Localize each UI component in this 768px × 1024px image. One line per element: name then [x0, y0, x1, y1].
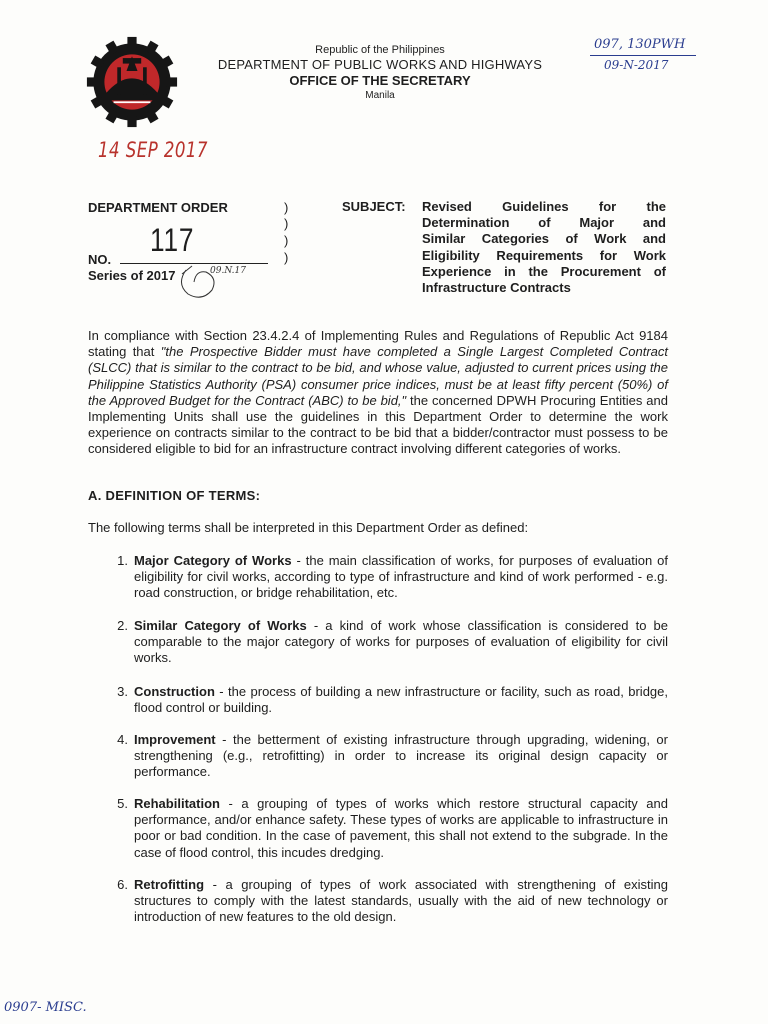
series-label: Series of 2017 [88, 268, 176, 283]
order-title: DEPARTMENT ORDER [88, 200, 228, 215]
item-definition: - the betterment of existing infrastructure through upgrading, widening, or strengthening (e.g., retrofitting) in order to increase its original design capacity or performance. [134, 732, 668, 780]
item-definition: - the main classification of works, for purposes of evaluation of eligibility for civil works, according to type of infrastructure and kind of work performed - e.g. road construction, or bridge rehabilitation, etc. [134, 553, 668, 601]
subject-label: SUBJECT: [342, 199, 406, 214]
definition-item [108, 796, 668, 861]
intro-quote: "the Prospective Bidder must have completed a Single Largest Completed Contract (SLCC) that is similar to the contract to be bid, and whose value, adjusted to current prices using the Philippine Statistics Authority (PSA) consumer price indices, must be at least fifty percent (50%) of the Approved Budget for the Contract (ABC) to be bid," [88, 344, 668, 408]
series-handwritten-note: 09.N.17 [210, 266, 246, 276]
header-republic: Republic of the Philippines [315, 44, 445, 56]
intro-text: In compliance with Section 23.4.2.4 of Implementing Rules and Regulations of Republic Act 9184 stating that [88, 328, 668, 360]
definition-item [108, 877, 668, 926]
item-term: Similar Category of Works [134, 618, 307, 633]
item-term: Rehabilitation [134, 796, 220, 811]
item-definition: - a grouping of types of works which restore structural capacity and performance, and/or enhance safety. These types of works are applicable to infrastructure in poor or bad condition. In the case of pavement, this shall not extend to the subgrade. In the case of flood control, this incudes dredging. [134, 796, 668, 860]
subject-line: Infrastructure Contracts [422, 280, 571, 296]
intro-paragraph [88, 328, 668, 458]
subject-line: Determination of Major and [422, 215, 666, 231]
subject-line: Experience in the Procurement of [422, 263, 666, 279]
section-intro: The following terms shall be interpreted in this Department Order as defined: [88, 520, 529, 535]
paren: ) [284, 216, 289, 231]
header-city: Manila [365, 90, 395, 101]
subject-line: Revised Guidelines for the [422, 199, 666, 214]
paren: ) [284, 233, 289, 248]
paren: ) [284, 200, 289, 215]
intro-text: the concerned DPWH Procuring Entities and Implementing Units shall use the guidelines in this Department Order to determine the work experience on contracts similar to the contract to be bid that a bidder/contractor must possess to be considered eligible to bid for an infrastructure contract involving different categories of works. [88, 392, 668, 457]
item-definition: - a grouping of types of work associated with strengthening of existing structures to comply with the latest standards, usually with the aid of new technology or introduction of new features to the old design. [134, 877, 668, 925]
item-definition: - a kind of work whose classification is considered to be comparable to the major category of works for purposes of evaluation of eligibility for civil works. [134, 618, 668, 666]
paren: ) [284, 250, 289, 265]
subject-line: Similar Categories of Work and [422, 231, 666, 247]
item-number: 4. [117, 732, 128, 747]
item-term: Construction [134, 684, 215, 699]
section-heading: A. DEFINITION OF TERMS: [88, 488, 261, 503]
subject-text [422, 199, 666, 296]
definition-item [108, 618, 668, 667]
item-number: 5. [117, 796, 128, 811]
item-term: Improvement [134, 732, 216, 747]
item-number: 1. [117, 553, 128, 568]
handwritten-ref-code: 097, 130PWH [594, 37, 686, 52]
handwritten-ref-date: 09-N-2017 [604, 58, 669, 72]
item-term: Major Category of Works [134, 553, 292, 568]
date-stamp: 14 SEP 2017 [98, 138, 208, 162]
header-department: DEPARTMENT OF PUBLIC WORKS AND HIGHWAYS [217, 57, 543, 72]
item-term: Retrofitting [134, 877, 205, 892]
ref-underline [590, 55, 696, 56]
item-number: 2. [117, 618, 128, 633]
dpwh-seal-icon [86, 36, 178, 128]
order-no-label: NO. [88, 252, 112, 267]
definition-item [108, 684, 668, 716]
handwritten-footer-code: 0907- MISC. [4, 1000, 87, 1015]
definition-item [108, 553, 668, 602]
header-office: OFFICE OF THE SECRETARY [289, 73, 471, 88]
item-number: 6. [117, 877, 128, 892]
subject-line: Eligibility Requirements for Work [422, 247, 666, 263]
item-definition: - the process of building a new infrastructure or facility, such as road, bridge, flood control or building. [134, 684, 668, 716]
definition-item [108, 732, 668, 781]
item-number: 3. [117, 684, 128, 699]
order-number: 117 [150, 222, 195, 258]
